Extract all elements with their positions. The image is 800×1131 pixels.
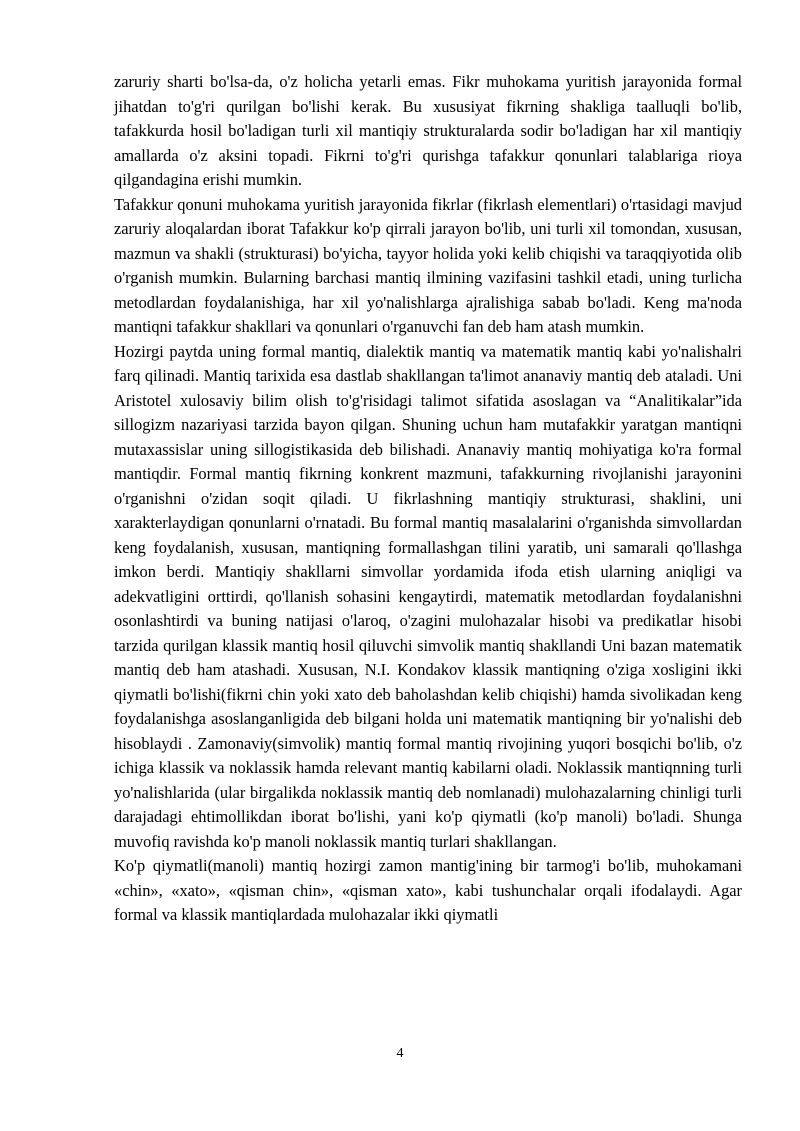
paragraph: Ko'p qiymatli(manoli) mantiq hozirgi zamon mantig'ining bir tarmog'i bo'lib, muhokamani «chin», «xato», «qisman chin», «qisman xato», kabi tushunchalar orqali ifodalaydi. Agar formal va klassik mantiqlardada mulohazalar ikki qiymatli	[114, 856, 742, 924]
paragraph: Hozirgi paytda uning formal mantiq, dialektik mantiq va matematik mantiq kabi yo'nalishalri farq qilinadi. Mantiq tarixida esa dastlab shakllangan ta'limot ananaviy mantiq deb ataladi. Uni Aristotel xulosaviy bilim olish to'g'risidagi talimot sifatida asoslagan va “Analitikalar”ida sillogizm nazariyasi tarzida bayon qilgan. Shuning uchun ham mutafakkir yaratgan mantiqni mutaxassislar uning sillogistikasida deb bilishadi. Ananaviy mantiq mohiyatiga ko'ra formal mantiqdir. Formal mantiq fikrning konkrent mazmuni, tafakkurning rivojlanishi jarayonini o'rganishni o'zidan soqit qiladi. U fikrlashning mantiqiy strukturasi, shaklini, uni xarakterlaydigan qonunlarni o'rnatadi. Bu formal mantiq masalalarini o'rganishda simvollardan keng foydalanish, xususan, mantiqning formallashgan tilini yaratib, uni samarali qo'llashga imkon berdi. Mantiqiy shakllarni simvollar yordamida ifoda etish ularning aniqligi va adekvatligini orttirdi, qo'llanish sohasini kengaytirdi, matematik metodlardan foydalanishni osonlashtirdi va buning natijasi o'laroq, o'zagini mulohazalar hisobi va predikatlar hisobi tarzida qurilgan klassik mantiq hosil qiluvchi simvolik mantiq shakllandi Uni bazan matematik mantiq deb ham atashadi. Xususan, N.I. Kondakov klassik mantiqning o'ziga xosligini ikki qiymatli bo'lishi(fikrni chin yoki xato deb baholashdan kelib chiqishi) hamda sivolikadan keng foydalanishga asoslanganligida deb bilgani holda uni matematik mantiqning bir yo'nalishi deb hisoblaydi . Zamonaviy(simvolik) mantiq formal mantiq rivojining yuqori bosqichi bo'lib, o'z ichiga klassik va noklassik hamda relevant mantiq kabilarni oladi. Noklassik mantiqnning turli yo'nalishlarida (ular birgalikda noklassik mantiq deb nomlanadi) mulohazalarning chinligi turli darajadagi ehtimollikdan iborat bo'lishi, yani ko'p qiymatli (ko'p manoli) bo'ladi. Shunga muvofiq ravishda ko'p manoli noklassik mantiq turlari shakllangan.	[114, 341, 742, 851]
paragraph: zaruriy sharti bo'lsa-da, o'z holicha yetarli emas. Fikr muhokama yuritish jarayonida formal jihatdan to'g'ri qurilgan bo'lishi kerak. Bu xususiyat fikrning shakliga taalluqli bo'lib, tafakkurda hosil bo'ladigan turli xil mantiqiy strukturalarda sodir bo'ladigan har xil mantiqiy amallarda o'z aksini topadi. Fikrni to'g'ri qurishga tafakkur qonunlari talablariga rioya qilgandagina erishi mumkin.	[114, 72, 742, 189]
page-number: 4	[396, 1046, 404, 1061]
paragraph: Tafakkur qonuni muhokama yuritish jarayonida fikrlar (fikrlash elementlari) o'rtasidagi mavjud zaruriy aloqalardan iborat Tafakkur ko'p qirrali jarayon bo'lib, uni turli xil tomondan, xususan, mazmun va shakli (strukturasi) bo'yicha, tayyor holida yoki kelib chiqishi va taraqqiyotida olib o'rganish mumkin. Bularning barchasi mantiq ilmining vazifasini tashkil etadi, uning turlicha metodlardan foydalanishiga, har xil yo'nalishlarga ajralishiga sabab bo'ladi. Keng ma'noda mantiqni tafakkur shakllari va qonunlari o'rganuvchi fan deb ham atash mumkin.	[114, 194, 742, 336]
body-text	[114, 70, 742, 928]
